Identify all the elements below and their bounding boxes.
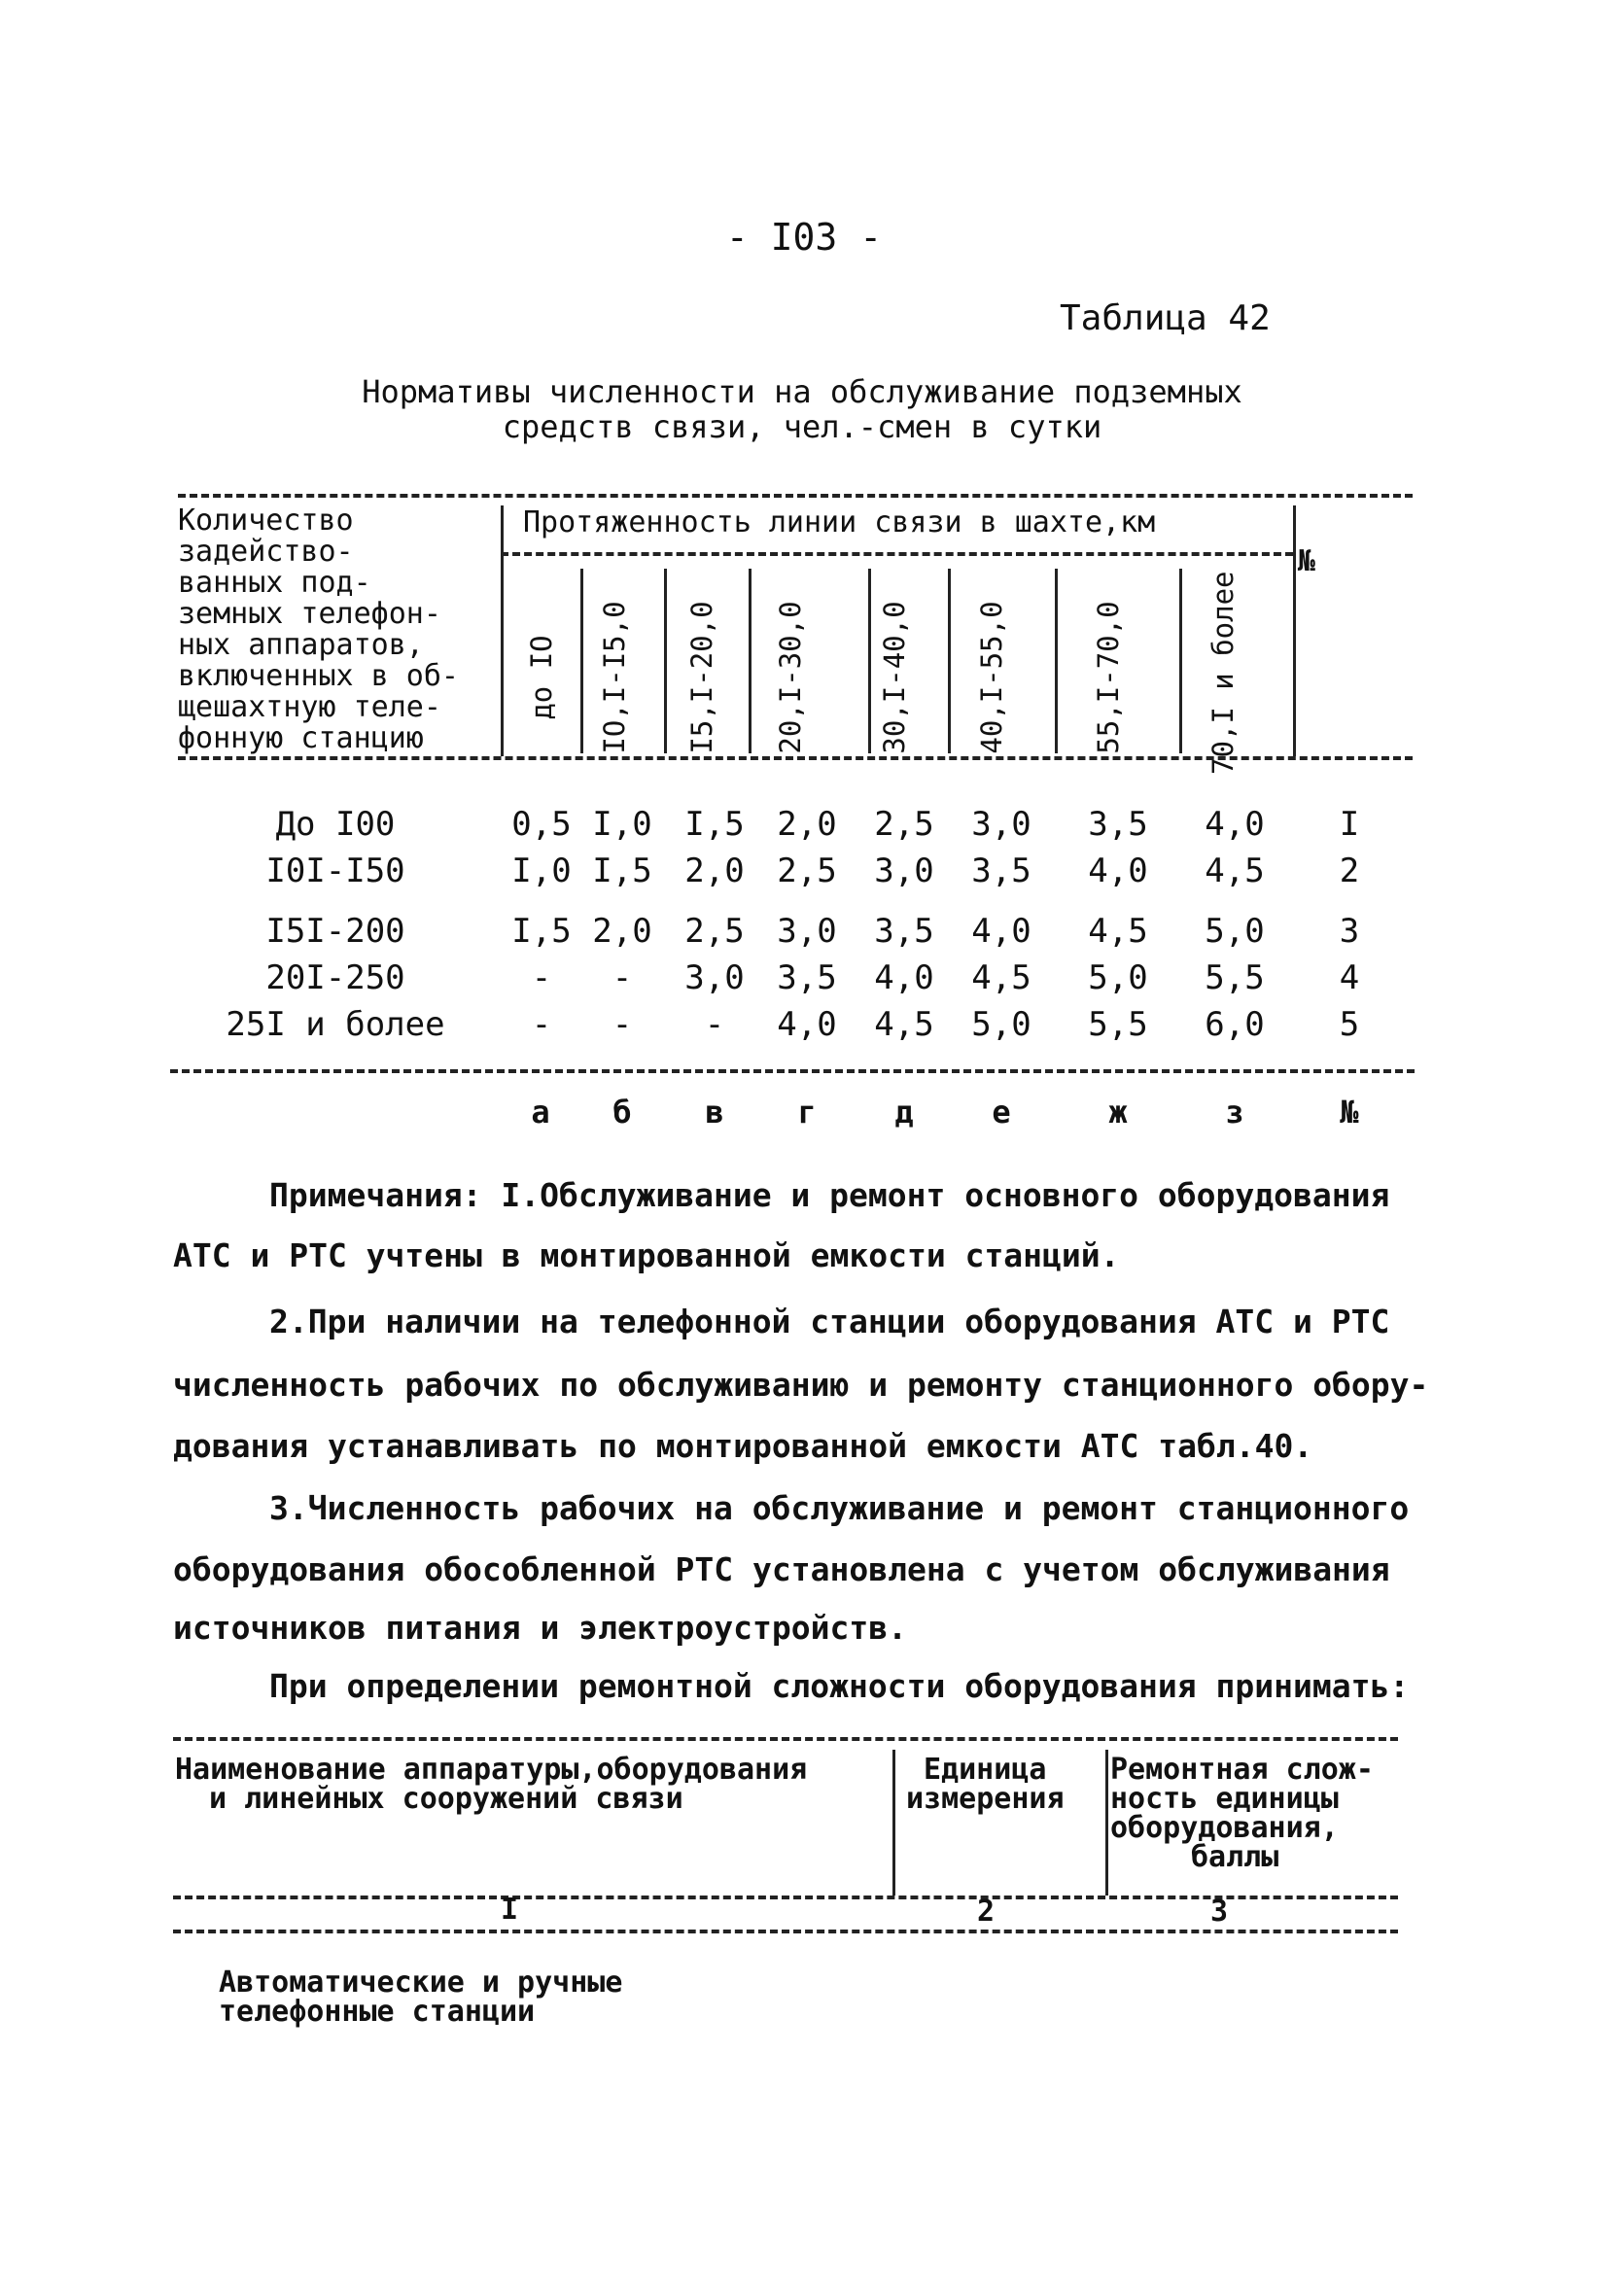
table2-divider [892, 1750, 895, 1896]
note-2-line-3: дования устанавливать по монтированной емкости АТС табл.40. [173, 1427, 1313, 1465]
note-3-line-3: источников питания и электроустройств. [173, 1609, 907, 1647]
table-cell: 3,0 [971, 805, 1031, 844]
table-cell: - [531, 958, 552, 997]
table-cell: 3,5 [971, 852, 1031, 890]
column-letter: г [797, 1094, 817, 1131]
col-header-e: 40,I-55,0 [975, 601, 1008, 754]
title-line-2: средств связи, чел.-смен в сутки [502, 408, 1102, 445]
row-label: До I00 [275, 805, 396, 844]
row-label: I5I-200 [265, 912, 405, 951]
table2-num-2: 2 [977, 1895, 996, 1929]
table-cell: 2,5 [874, 805, 934, 844]
row-number: 5 [1339, 1005, 1360, 1044]
column-divider [749, 569, 752, 753]
header-left-line: земных телефон- [178, 597, 441, 631]
table-cell: 2,0 [684, 852, 745, 890]
header-divider [501, 505, 504, 756]
col-header-d: 30,I-40,0 [878, 601, 911, 754]
table-cell: 0,5 [511, 805, 572, 844]
title-line-1: Нормативы численности на обслуживание подземных [362, 373, 1242, 410]
row-number: I [1339, 805, 1360, 844]
column-letter: б [612, 1094, 632, 1131]
table2-col1-line2: и линейных сооружений связи [209, 1782, 683, 1816]
column-divider [580, 569, 583, 753]
column-letter: з [1225, 1094, 1244, 1131]
table-cell: 4,0 [971, 912, 1031, 951]
note-3-line-1: 3.Численность рабочих на обслуживание и ремонт станционного [269, 1489, 1410, 1527]
table2-col2-line2: измерения [906, 1782, 1065, 1816]
table-cell: 4,5 [874, 1005, 934, 1044]
header-left-line: задействo- [178, 535, 354, 569]
table-cell: 4,0 [1205, 805, 1265, 844]
table-cell: 3,5 [777, 958, 837, 997]
table2-top-rule [173, 1737, 1398, 1741]
table-cell: 2,5 [684, 912, 745, 951]
table-cell: 3,0 [777, 912, 837, 951]
table-cell: - [612, 958, 633, 997]
col-header-zh: 55,I-70,0 [1092, 601, 1125, 754]
table-bottom-rule [170, 1069, 1415, 1073]
header-left-line: Количество [178, 504, 354, 538]
table2-col2-line1: Единица [924, 1753, 1047, 1787]
row-label: 25I и более [226, 1005, 445, 1044]
note-2-line-1: 2.При наличии на телефонной станции оборудования АТС и РТС [269, 1303, 1390, 1340]
col-header-g: 20,I-30,0 [774, 601, 807, 754]
header-left-line: ных аппаратов, [178, 628, 424, 662]
table-cell: I,0 [592, 805, 652, 844]
table-cell: 5,0 [1205, 912, 1265, 951]
note-1-line-2: АТС и РТС учтены в монтированной емкости станций. [173, 1236, 1120, 1274]
table-cell: I,5 [592, 852, 652, 890]
col-header-a: до IO [525, 635, 558, 720]
table-cell: 2,0 [592, 912, 652, 951]
table-cell: 3,5 [1088, 805, 1148, 844]
header-mid-rule [501, 552, 1293, 556]
row-number: 4 [1339, 958, 1360, 997]
column-divider [664, 569, 667, 753]
note-3-line-2: оборудования обособленной РТС установлена с учетом обслуживания [173, 1550, 1390, 1588]
note-1-line-1: Примечания: I.Обслуживание и ремонт основного оборудования [269, 1176, 1390, 1214]
table-cell: 5,0 [1088, 958, 1148, 997]
table-cell: I,5 [684, 805, 745, 844]
table2-col3-line4: баллы [1191, 1840, 1279, 1874]
note-4: При определении ремонтной сложности оборудования принимать: [269, 1667, 1410, 1705]
column-divider [948, 569, 951, 753]
header-divider [1293, 505, 1296, 756]
table2-col1-line1: Наименование аппаратуры,оборудования [175, 1753, 808, 1787]
column-letter: д [894, 1094, 914, 1131]
table-cell: 3,0 [684, 958, 745, 997]
column-divider [1055, 569, 1058, 753]
note-2-line-2: численность рабочих по обслуживанию и ремонту станционного обору- [173, 1366, 1429, 1404]
column-divider [1179, 569, 1182, 753]
section-title-line-1: Автоматические и ручные [219, 1966, 623, 2000]
header-bottom-rule [178, 756, 1413, 760]
page-number: - I03 - [725, 216, 883, 259]
header-number: № [1298, 544, 1316, 578]
row-label: 20I-250 [265, 958, 405, 997]
table2-num-1: I [501, 1893, 519, 1927]
row-number: 2 [1339, 852, 1360, 890]
table-cell: 5,5 [1205, 958, 1265, 997]
table-cell: - [704, 1005, 725, 1044]
table-cell: 4,5 [971, 958, 1031, 997]
column-letter: в [705, 1094, 724, 1131]
table2-divider [1105, 1750, 1108, 1896]
table-cell: 5,0 [971, 1005, 1031, 1044]
col-header-b: IO,I-I5,0 [598, 601, 631, 754]
table2-col3-line2: ность единицы [1110, 1782, 1339, 1816]
table-cell: 3,0 [874, 852, 934, 890]
table-cell: 2,0 [777, 805, 837, 844]
table-cell: I,5 [511, 912, 572, 951]
table-cell: 4,5 [1088, 912, 1148, 951]
table-title [243, 374, 1361, 444]
table-cell: 3,5 [874, 912, 934, 951]
column-divider [868, 569, 871, 753]
table-cell: - [531, 1005, 552, 1044]
header-left-line: щешахтную теле- [178, 690, 441, 724]
column-letter: а [531, 1094, 550, 1131]
col-header-v: I5,I-20,0 [685, 601, 718, 754]
table-cell: 4,0 [777, 1005, 837, 1044]
table2-col3-line1: Ремонтная слож- [1110, 1753, 1374, 1787]
table-cell: I,0 [511, 852, 572, 890]
row-number: 3 [1339, 912, 1360, 951]
row-label: I0I-I50 [265, 852, 405, 890]
header-left-line: включенных в об- [178, 659, 459, 693]
column-letter: е [992, 1094, 1011, 1131]
table-cell: 6,0 [1205, 1005, 1265, 1044]
header-left [178, 505, 499, 754]
table-cell: 5,5 [1088, 1005, 1148, 1044]
table2-num-3: 3 [1210, 1895, 1229, 1929]
header-length: Протяженность линии связи в шахте,км [523, 505, 1156, 539]
table-cell: - [612, 1005, 633, 1044]
header-left-line: фонную станцию [178, 721, 424, 755]
section-title-line-2: телефонные станции [219, 1995, 536, 2029]
col-header-z: 70,I и более [1206, 571, 1240, 775]
table-top-rule [178, 494, 1413, 498]
table2-num-rule [173, 1930, 1398, 1933]
table-cell: 2,5 [777, 852, 837, 890]
table2-col3-line3: оборудования, [1110, 1811, 1339, 1845]
column-letter: ж [1108, 1094, 1128, 1131]
table-label: Таблица 42 [1060, 298, 1271, 338]
table-cell: 4,5 [1205, 852, 1265, 890]
header-left-line: ванных под- [178, 566, 371, 600]
table-cell: 4,0 [1088, 852, 1148, 890]
table-cell: 4,0 [874, 958, 934, 997]
column-letter: № [1340, 1094, 1359, 1131]
